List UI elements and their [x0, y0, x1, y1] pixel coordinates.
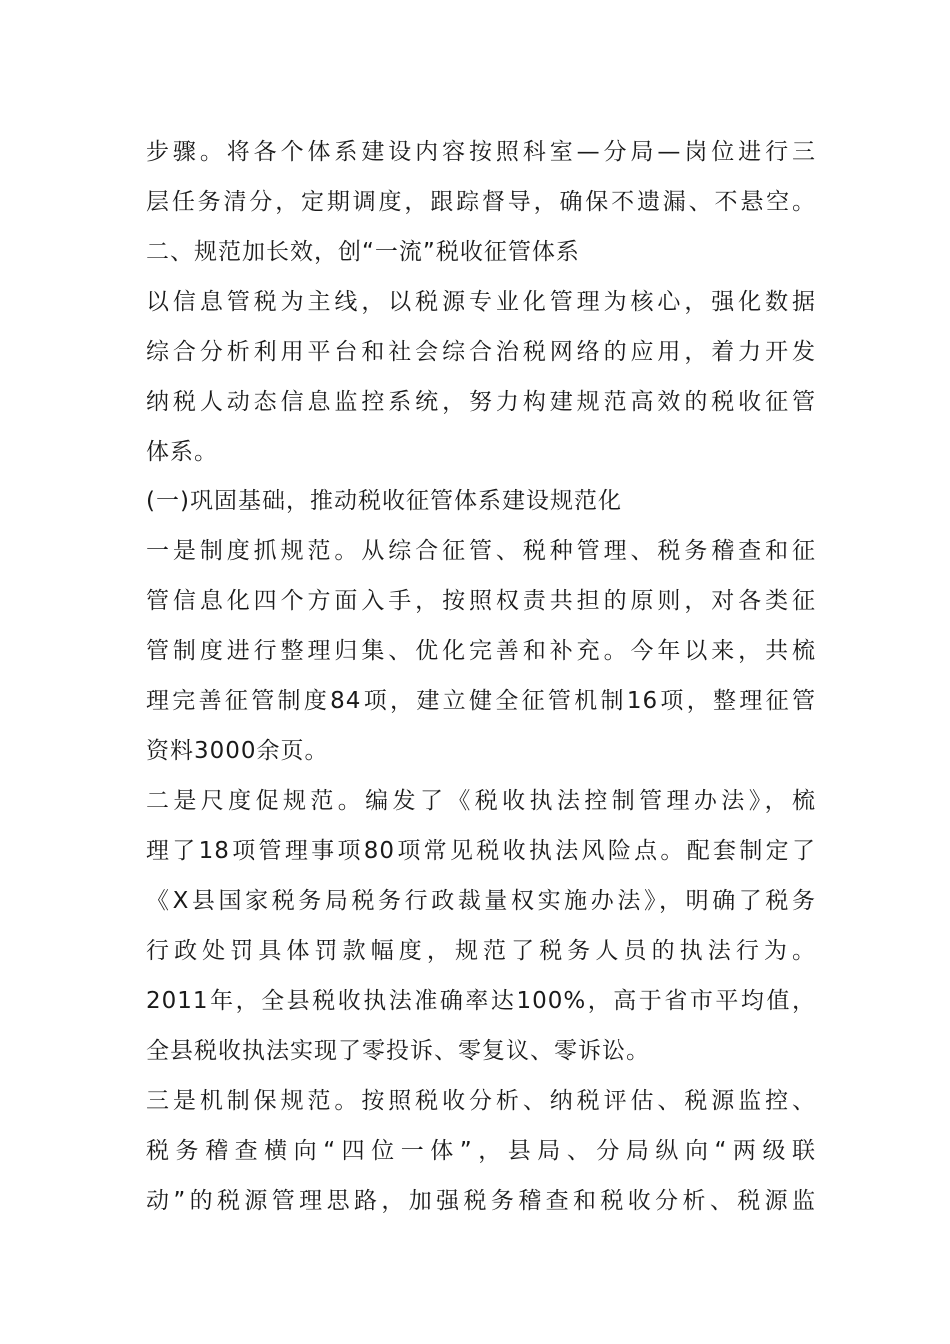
text-line-9: 一是制度抓规范。从综合征管、税种管理、税务稽查和征	[146, 538, 816, 564]
text-line-19: 全县税收执法实现了零投诉、零复议、零诉讼。	[146, 1038, 650, 1064]
text-line-20: 三是机制保规范。按照税收分析、纳税评估、税源监控、	[146, 1088, 816, 1114]
text-line-10: 管信息化四个方面入手，按照权责共担的原则，对各类征	[146, 588, 816, 614]
text-line-15: 理了18项管理事项80项常见税收执法风险点。配套制定了	[146, 838, 816, 864]
subsection-heading: (一)巩固基础，推动税收征管体系建设规范化	[146, 488, 622, 514]
text-line-17: 行政处罚具体罚款幅度，规范了税务人员的执法行为。	[146, 938, 816, 964]
text-line-5: 综合分析利用平台和社会综合治税网络的应用，着力开发	[146, 339, 816, 365]
text-line-11: 管制度进行整理归集、优化完善和补充。今年以来，共梳	[146, 638, 816, 664]
text-line-12: 理完善征管制度84项，建立健全征管机制16项，整理征管	[146, 688, 816, 714]
text-line-6: 纳税人动态信息监控系统，努力构建规范高效的税收征管	[146, 389, 816, 415]
text-line-16: 《X县国家税务局税务行政裁量权实施办法》，明确了税务	[146, 888, 816, 914]
text-line-4: 以信息管税为主线，以税源专业化管理为核心，强化数据	[146, 289, 816, 315]
text-line-14: 二是尺度促规范。编发了《税收执法控制管理办法》，梳	[146, 788, 816, 814]
text-line-2: 层任务清分，定期调度，跟踪督导，确保不遗漏、不悬空。	[146, 189, 816, 215]
text-line-21: 税务稽查横向“四位一体”，县局、分局纵向“两级联	[146, 1138, 816, 1164]
text-line-7: 体系。	[146, 439, 218, 465]
text-line-18: 2011年，全县税收执法准确率达100%，高于省市平均值，	[146, 988, 816, 1014]
text-line-13: 资料3000余页。	[146, 738, 329, 764]
text-line-1: 步骤。将各个体系建设内容按照科室—分局—岗位进行三	[146, 139, 816, 165]
section-heading: 二、规范加长效，创“一流”税收征管体系	[146, 239, 580, 265]
text-line-22: 动”的税源管理思路，加强税务稽查和税收分析、税源监	[146, 1188, 816, 1214]
